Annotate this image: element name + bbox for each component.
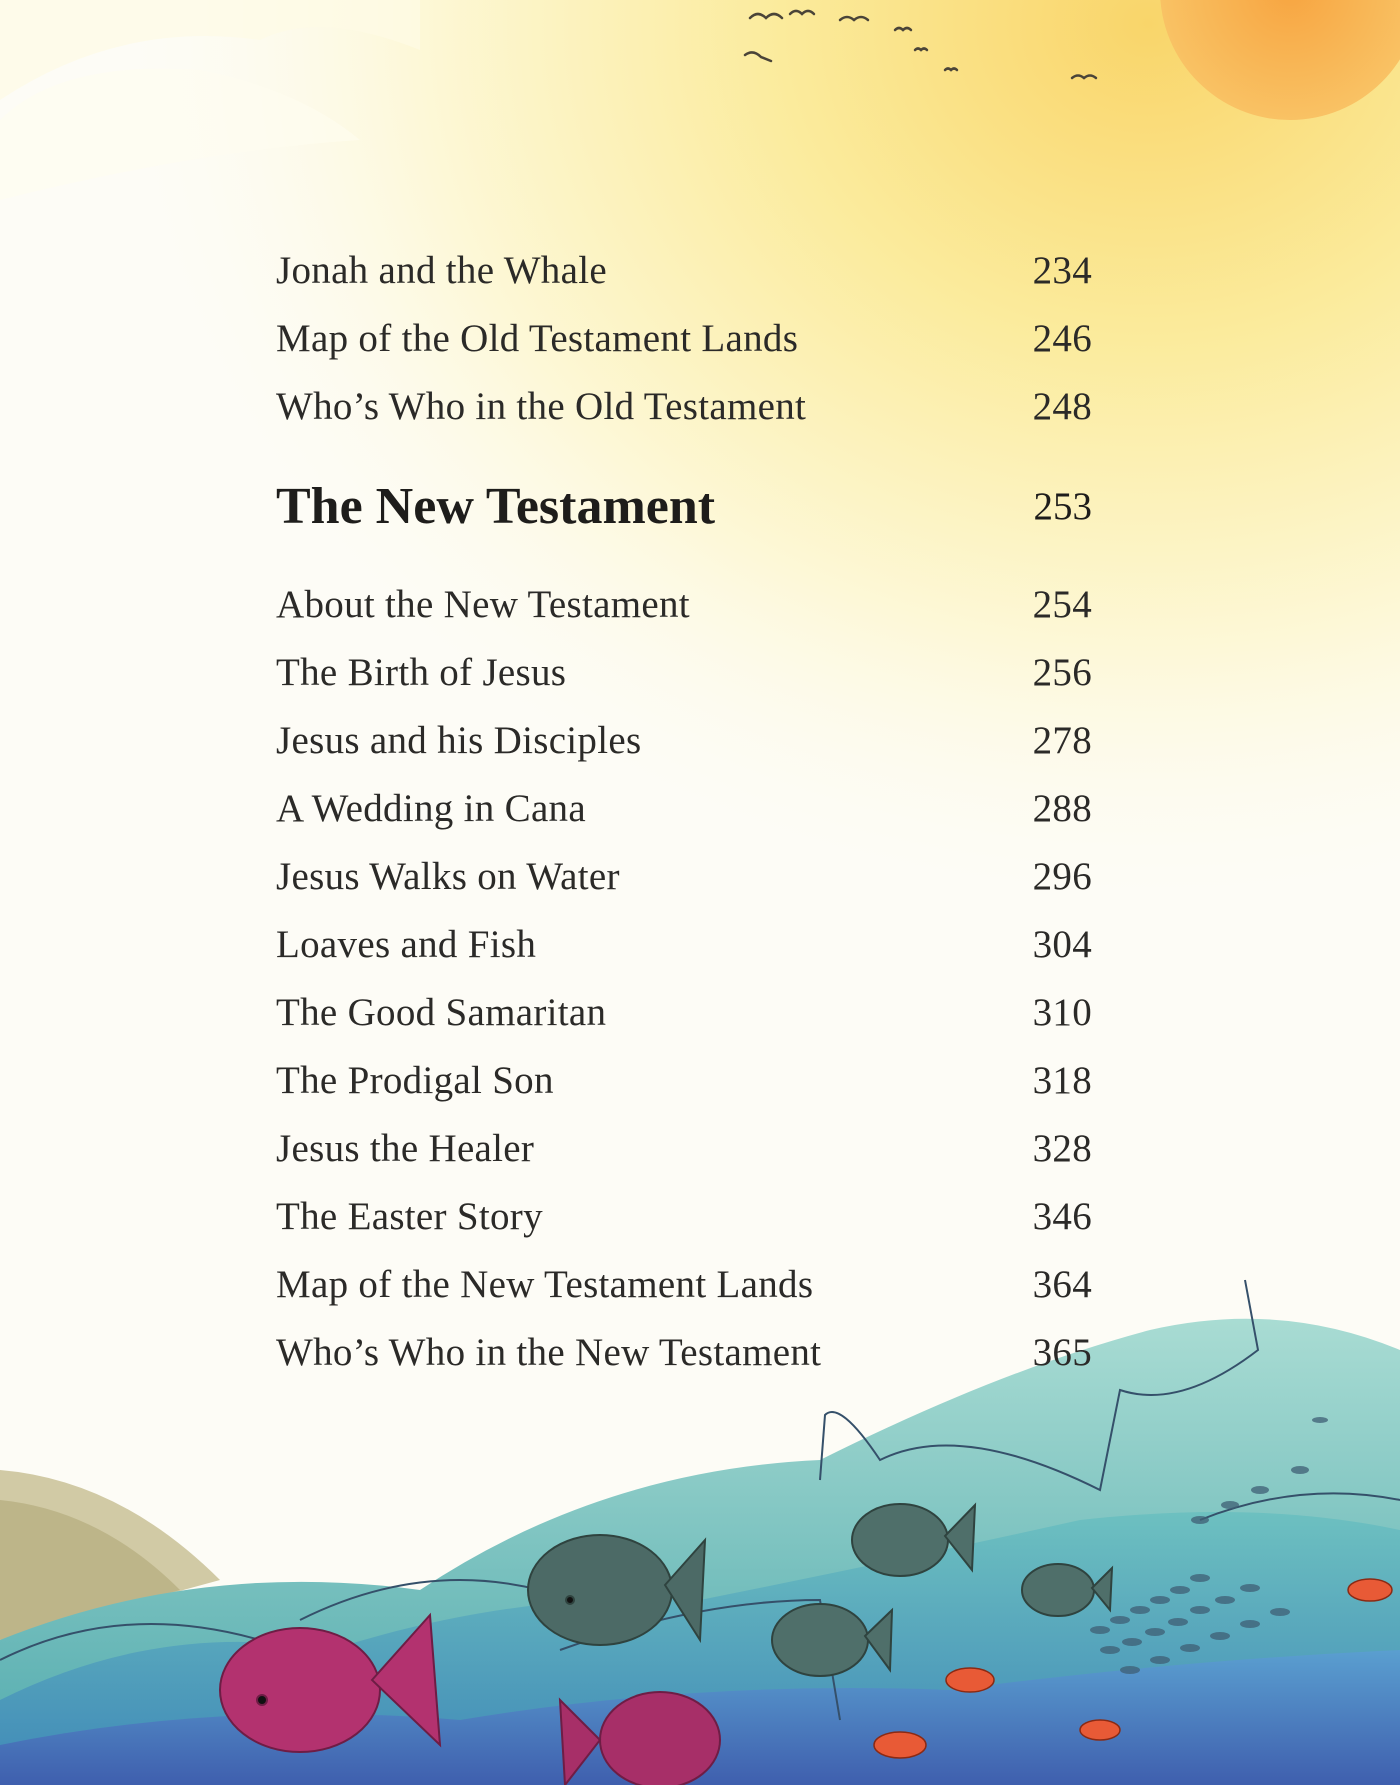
toc-entry-page: 328 xyxy=(1032,1126,1092,1170)
section-page: 253 xyxy=(1033,484,1092,528)
toc-entry-title: The Easter Story xyxy=(276,1194,543,1238)
toc-entry-page: 310 xyxy=(1032,990,1092,1034)
toc-entry-page: 365 xyxy=(1032,1330,1092,1374)
section-heading xyxy=(276,476,1092,536)
toc-entry-page: 246 xyxy=(1032,316,1092,360)
toc-entry xyxy=(276,1050,1092,1110)
toc-entry xyxy=(276,574,1092,634)
toc-entry-title: Jesus and his Disciples xyxy=(276,718,642,762)
toc-entry-title: Who’s Who in the New Testament xyxy=(276,1330,822,1374)
toc-entry xyxy=(276,1322,1092,1382)
toc-entry xyxy=(276,1254,1092,1314)
toc-entry-title: Loaves and Fish xyxy=(276,922,537,966)
toc-entry-title: About the New Testament xyxy=(276,582,690,626)
toc-entry-title: A Wedding in Cana xyxy=(276,786,586,830)
toc-entry-title: Who’s Who in the Old Testament xyxy=(276,384,807,428)
toc-entry xyxy=(276,642,1092,702)
toc-entry-page: 346 xyxy=(1032,1194,1092,1238)
toc-entry-title: The Good Samaritan xyxy=(276,990,607,1034)
toc-entry xyxy=(276,1118,1092,1178)
toc-entry-page: 296 xyxy=(1032,854,1092,898)
toc-entry-page: 248 xyxy=(1032,384,1092,428)
toc-entry xyxy=(276,376,1092,436)
toc-entry-page: 304 xyxy=(1032,922,1092,966)
toc-entry-title: Jesus Walks on Water xyxy=(276,854,620,898)
toc-entry xyxy=(276,778,1092,838)
toc-entry xyxy=(276,308,1092,368)
toc-entry xyxy=(276,1186,1092,1246)
toc-entry-title: Jonah and the Whale xyxy=(276,248,607,292)
toc-entry xyxy=(276,710,1092,770)
toc-entry-title: Map of the New Testament Lands xyxy=(276,1262,814,1306)
toc-entry-title: Jesus the Healer xyxy=(276,1126,535,1170)
toc-entry-page: 234 xyxy=(1032,248,1092,292)
toc-entry-title: The Birth of Jesus xyxy=(276,650,567,694)
toc-entry-page: 254 xyxy=(1032,582,1092,626)
toc-entry-title: Map of the Old Testament Lands xyxy=(276,316,799,360)
toc-entry-page: 318 xyxy=(1032,1058,1092,1102)
toc-entry xyxy=(276,982,1092,1042)
toc-entry-title: The Prodigal Son xyxy=(276,1058,554,1102)
toc-entry-page: 364 xyxy=(1032,1262,1092,1306)
section-title: The New Testament xyxy=(276,477,716,535)
toc-entry xyxy=(276,240,1092,300)
toc-entry-page: 288 xyxy=(1032,786,1092,830)
toc-entry xyxy=(276,846,1092,906)
toc-entry-page: 278 xyxy=(1032,718,1092,762)
toc-entry-page: 256 xyxy=(1032,650,1092,694)
toc-entry xyxy=(276,914,1092,974)
